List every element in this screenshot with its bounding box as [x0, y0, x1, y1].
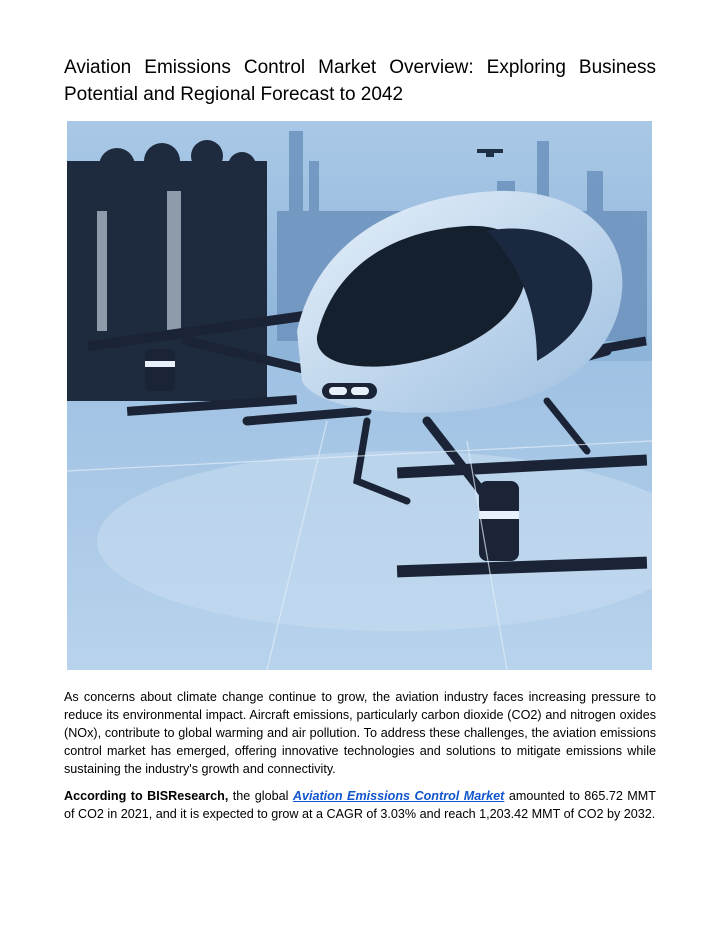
market-size-paragraph: [64, 787, 656, 823]
document-title: Aviation Emissions Control Market Overview: Exploring Business Potential and Regional Forecast to 2042: [64, 57, 656, 105]
passenger-drone-photo: [67, 121, 652, 670]
intro-paragraph: As concerns about climate change continue to grow, the aviation industry faces increasing pressure to reduce its environmental impact. Aircraft emissions, particularly carbon dioxide (CO2) and nitrogen oxides (NOx), contribute to global warming and air pollution. To address these challenges, the aviation emissions control market has emerged, offering innovative technologies and solutions to mitigate emissions while sustaining the industry's growth and connectivity.: [64, 690, 656, 776]
paragraph-text: amounted to 865.72 MMT of CO2 in 2021, and it is expected to grow at a CAGR of 3.03% and reach 1,203.42 MMT of CO2 by 2032.: [64, 789, 656, 821]
paragraph-text: the global: [228, 789, 293, 803]
source-lead: According to BISResearch,: [64, 789, 229, 803]
market-report-link[interactable]: Aviation Emissions Control Market: [292, 789, 505, 803]
